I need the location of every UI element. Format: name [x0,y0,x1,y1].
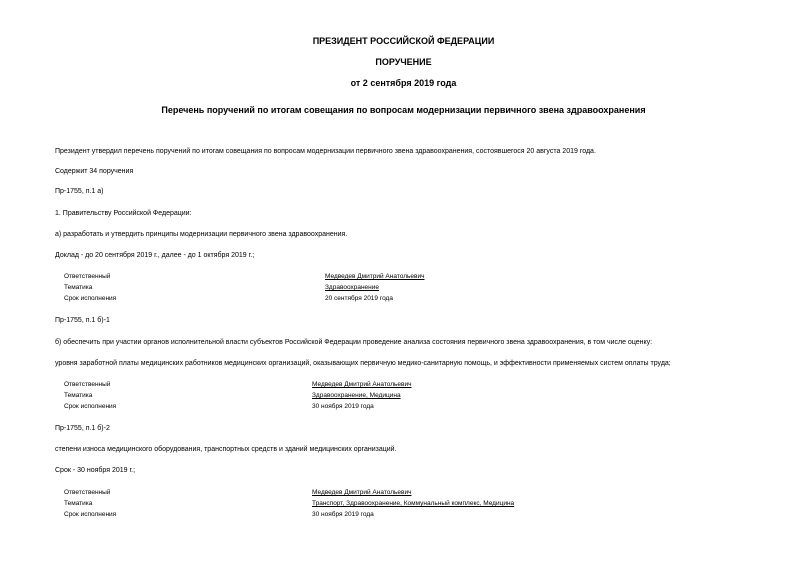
item-text-line: Доклад - до 20 сентября 2019 г., далее - до 1 октября 2019 г.; [55,252,255,259]
issuer-heading: ПРЕЗИДЕНТ РОССИЙСКОЙ ФЕДЕРАЦИИ [312,36,495,46]
item-reference: Пр-1755, п.1 а) [55,188,104,195]
item-text-line: степени износа медицинского оборудования, транспортных средств и зданий медицинских организаций. [55,446,397,453]
document-type-heading: ПОРУЧЕНИЕ [375,57,432,67]
deadline-value: 30 ноября 2019 года [312,403,374,410]
responsible-link[interactable]: Медведев Дмитрий Анатольевич [312,489,412,496]
deadline-value: 30 ноября 2019 года [312,511,374,518]
document-title: Перечень поручений по итогам совещания по вопросам модернизации первичного звена здравоохранения [161,105,646,115]
responsible-link[interactable]: Медведев Дмитрий Анатольевич [325,273,425,280]
topic-link[interactable]: Здравоохранение [325,284,380,291]
topic-link[interactable]: Здравоохранение, Медицина [312,392,401,399]
responsible-link[interactable]: Медведев Дмитрий Анатольевич [312,381,412,388]
deadline-value: 20 сентября 2019 года [325,295,393,302]
responsible-label: Ответственный [64,489,111,496]
item-text-line: уровня заработной платы медицинских работников медицинских организаций, оказывающих первичную медико-санитарную помощь, и эффективности применяемых систем оплаты труда; [55,360,671,367]
topic-label: Тематика [64,392,93,399]
topic-link[interactable]: Транспорт, Здравоохранение, Коммунальный комплекс, Медицина [312,500,515,507]
responsible-label: Ответственный [64,381,111,388]
responsible-label: Ответственный [64,273,111,280]
item-text-line: а) разработать и утвердить принципы модернизации первичного звена здравоохранения. [55,231,348,238]
item-reference: Пр-1755, п.1 б)-1 [55,317,110,324]
item-text-line: Срок - 30 ноября 2019 г.; [55,467,136,474]
deadline-label: Срок исполнения [64,403,117,410]
item-text-line: 1. Правительству Российской Федерации: [55,210,192,217]
item-reference: Пр-1755, п.1 б)-2 [55,425,110,432]
item-text-line: б) обеспечить при участии органов исполнительной власти субъектов Российской Федерации проведение анализа состояния первичного звена здравоохранения, в том числе оценку: [55,339,653,346]
topic-label: Тематика [64,500,93,507]
item-count: Содержит 34 поручения [55,168,134,175]
document-date: от 2 сентября 2019 года [350,78,457,88]
topic-label: Тематика [64,284,93,291]
deadline-label: Срок исполнения [64,511,117,518]
intro-paragraph: Президент утвердил перечень поручений по итогам совещания по вопросам модернизации первичного звена здравоохранения, состоявшегося 20 августа 2019 года. [55,148,596,155]
deadline-label: Срок исполнения [64,295,117,302]
